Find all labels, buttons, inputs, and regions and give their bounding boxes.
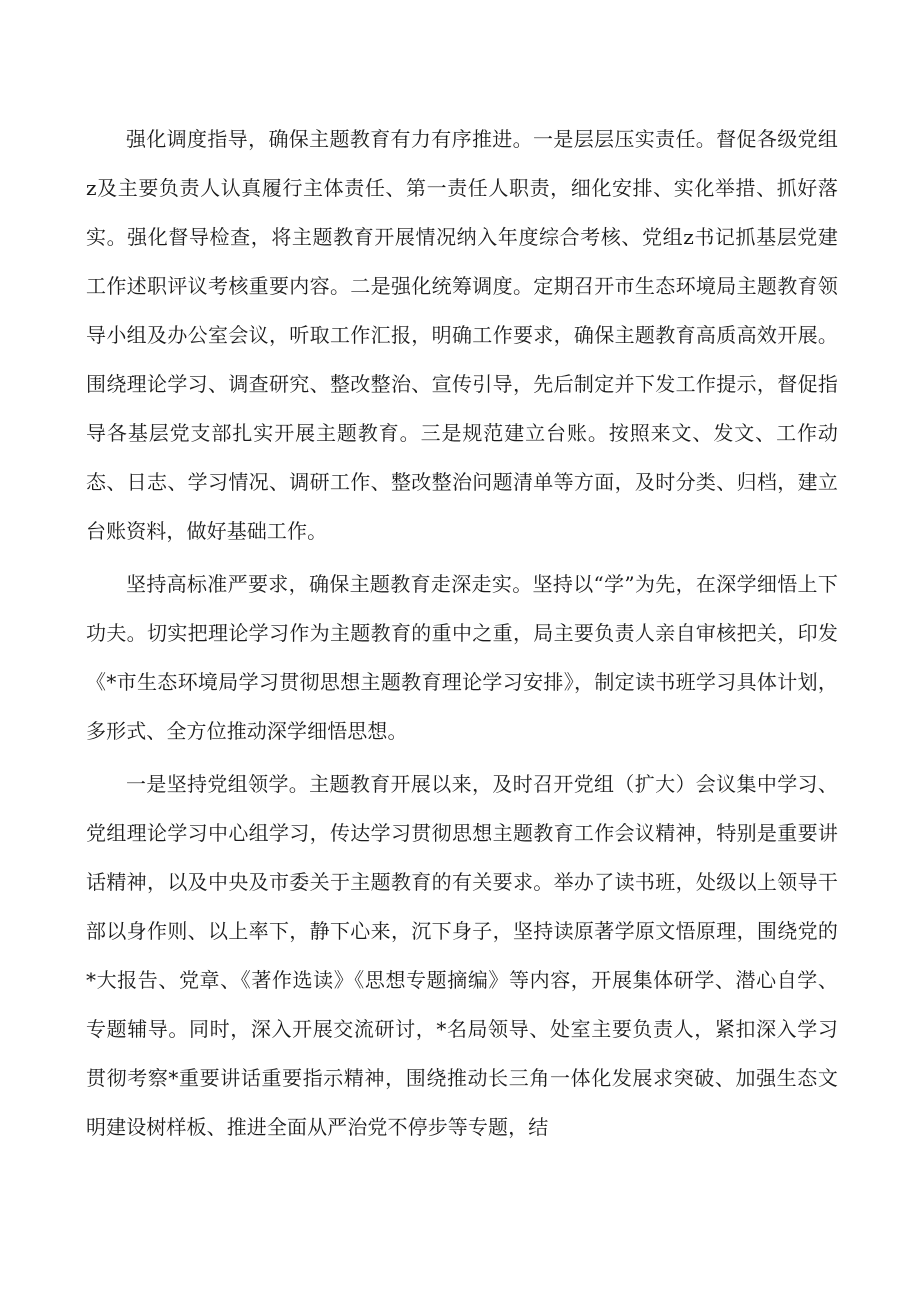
paragraph-3: 一是坚持党组领学。主题教育开展以来，及时召开党组（扩大）会议集中学习、党组理论学习中心组学习，传达学习贯彻思想主题教育工作会议精神，特别是重要讲话精神，以及中央及市委关于主题教育的有关要求。举办了读书班，处级以上领导干部以身作则、以上率下，静下心来，沉下身子，坚持读原著学原文悟原理，围绕党的*大报告、党章、《著作选读》《思想专题摘编》等内容，开展集体研学、潜心自学、专题辅导。同时，深入开展交流研讨，*名局领导、处室主要负责人，紧扣深入学习贯彻考察*重要讲话重要指示精神，围绕推动长三角一体化发展求突破、加强生态文明建设树样板、推进全面从严治党不停步等专题，结	[86, 772, 838, 1139]
paragraph-1: 强化调度指导，确保主题教育有力有序推进。一是层层压实责任。督促各级党组z及主要负责人认真履行主体责任、第一责任人职责，细化安排、实化举措、抓好落实。强化督导检查，将主题教育开展情况纳入年度综合考核、党组z书记抓基层党建工作述职评议考核重要内容。二是强化统筹调度。定期召开市生态环境局主题教育领导小组及办公室会议，听取工作汇报，明确工作要求，确保主题教育高质高效开展。围绕理论学习、调查研究、整改整治、宣传引导，先后制定并下发工作提示，督促指导各基层党支部扎实开展主题教育。三是规范建立台账。按照来文、发文、工作动态、日志、学习情况、调研工作、整改整治问题清单等方面，及时分类、归档，建立台账资料，做好基础工作。	[86, 127, 838, 543]
document-body	[86, 115, 838, 1152]
paragraph-2: 坚持高标准严要求，确保主题教育走深走实。坚持以“学”为先，在深学细悟上下功夫。切实把理论学习作为主题教育的重中之重，局主要负责人亲自审核把关，印发《*市生态环境局学习贯彻思想主题教育理论学习安排》，制定读书班学习具体计划，多形式、全方位推动深学细悟思想。	[86, 572, 838, 743]
